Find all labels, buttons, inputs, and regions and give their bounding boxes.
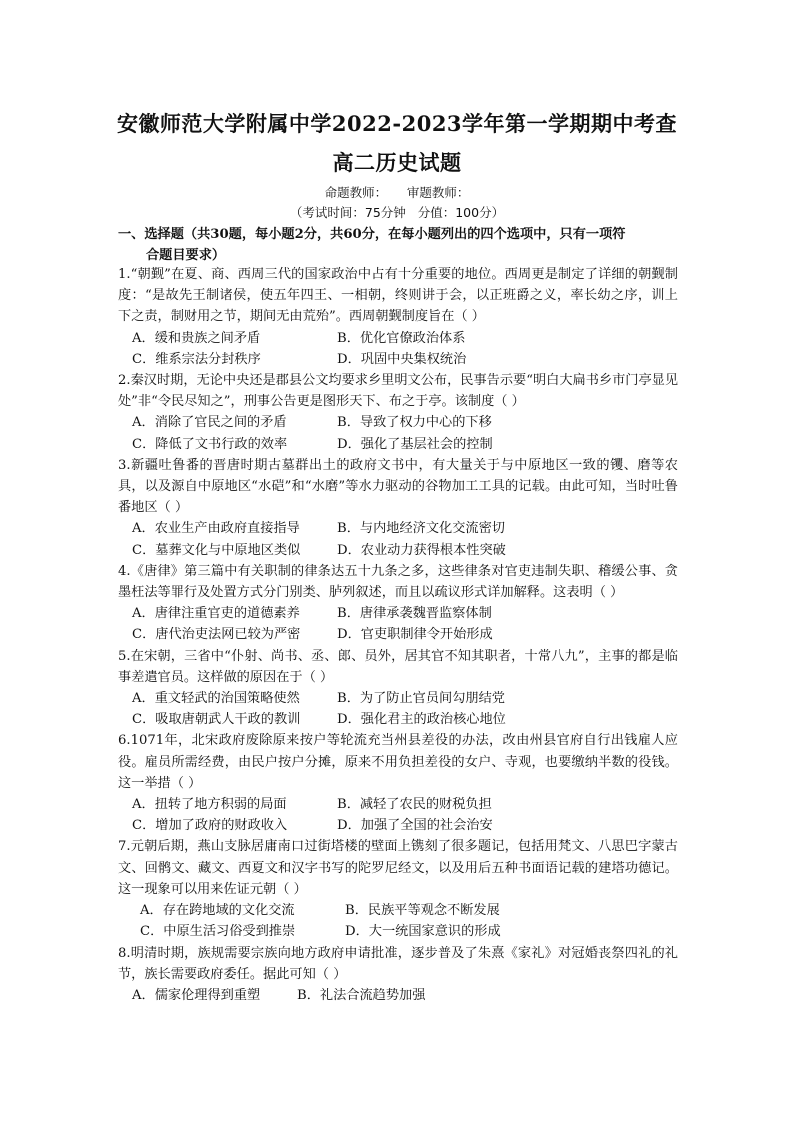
option-d: D．官吏职制律令开始形成 [337, 627, 493, 643]
option-b: B．礼法合流趋势加强 [297, 987, 426, 1003]
option-c: C．增加了政府的财政收入 [132, 818, 288, 834]
option-c: C．中原生活习俗受到推崇 [140, 924, 296, 940]
option-c: C．吸取唐朝武人干政的教训 [132, 712, 301, 728]
teacher-info: 命题教师： 审题教师： [324, 185, 470, 200]
option-b: B．唐律承袭魏晋监察体制 [337, 606, 492, 622]
section-heading-line2: 合题目要求） [146, 248, 226, 263]
option-d: D．强化君主的政治核心地位 [337, 712, 506, 728]
question-list [118, 264, 678, 1006]
question-stem: 3.新疆吐鲁番的晋唐时期古墓群出土的政府文书中，有大量关于与中原地区一致的䦆、磨等农具，以及源自中原地区“水硙”和“水磨”等水力驱动的谷物加工工具的记载。由此可知，当时吐鲁番地区（ ） [118, 457, 678, 516]
option-c: C．唐代治吏法网已较为严密 [132, 627, 301, 643]
option-a: A．儒家伦理得到重塑 [132, 987, 261, 1003]
question-stem: 7.元朝后期，燕山支脉居庸南口过街塔楼的壁面上镌刻了很多题记，包括用梵文、八思巴字蒙古文、回鹘文、藏文、西夏文和汉字书写的陀罗尼经文，以及用后五种书面语记载的建塔功德记。这一现象可以用来佐证元朝（ ） [118, 839, 678, 897]
option-row [118, 603, 678, 624]
option-row [118, 434, 678, 455]
exam-info: （考试时间：75分钟 分值：100分） [289, 205, 505, 220]
option-d: D．农业动力获得根本性突破 [337, 542, 506, 558]
option-a: A．消除了官民之间的矛盾 [132, 415, 287, 431]
question-item [118, 730, 678, 836]
option-d: D．强化了基层社会的控制 [337, 436, 493, 452]
option-row [118, 518, 678, 539]
option-c: C．维系宗法分封秩序 [132, 351, 261, 367]
option-b: B．导致了权力中心的下移 [337, 415, 492, 431]
option-row [118, 349, 678, 370]
question-item [118, 561, 678, 646]
option-row [118, 688, 678, 709]
question-stem: 1.“朝觐”在夏、商、西周三代的国家政治中占有十分重要的地位。西周更是制定了详细的朝觐制度：“是故先王制诸侯，使五年四王、一相朝，终则讲于会，以正班爵之义，率长幼之序，训上下之责，制财用之节，期间无由荒殆”。西周朝觐制度旨在（ ） [118, 267, 678, 325]
option-c: C．墓葬文化与中原地区类似 [132, 542, 301, 558]
option-row [118, 815, 678, 836]
section-heading [118, 224, 678, 266]
question-stem: 6.1071年，北宋政府废除原来按户等轮流充当州县差役的办法，改由州县官府自行出钱雇人应役。雇员所需经费，由民户按户分摊，原来不用负担差役的女户、寺观，也要缴纳半数的役钱。这一举措（ ） [118, 733, 678, 791]
question-item [118, 264, 678, 370]
question-item [118, 646, 678, 731]
option-b: B．为了防止官员间勾朋结党 [337, 691, 505, 707]
option-a: A．唐律注重官吏的道德素养 [132, 606, 300, 622]
question-item [118, 836, 678, 942]
option-b: B．与内地经济文化交流密切 [337, 521, 505, 537]
option-d: D．加强了全国的社会治安 [337, 818, 493, 834]
option-b: B．减轻了农民的财税负担 [337, 797, 492, 813]
option-a: A．扭转了地方积弱的局面 [132, 797, 287, 813]
question-item [118, 370, 678, 455]
option-row [118, 985, 678, 1006]
option-row [118, 900, 678, 921]
question-stem: 8.明清时期，族规需要宗族向地方政府申请批准，逐步普及了朱熹《家礼》对冠婚丧祭四礼的礼节，族长需要政府委任。据此可知（ ） [118, 945, 678, 982]
option-d: D．巩固中央集权统治 [337, 351, 467, 367]
option-a: A．缓和贵族之间矛盾 [132, 330, 261, 346]
question-stem: 2.秦汉时期，无论中央还是郡县公文均要求乡里明文公布，民事告示要“明白大扁书乡市门亭显见处”非“令民尽知之”，刑事公告更是图形天下、布之于亭。该制度（ ） [118, 373, 679, 410]
option-a: A．存在跨地域的文化交流 [140, 903, 295, 919]
option-row [118, 412, 678, 433]
option-a: A．农业生产由政府直接指导 [132, 521, 300, 537]
option-row [118, 540, 678, 561]
option-row [118, 624, 678, 645]
option-d: D．大一统国家意识的形成 [345, 924, 501, 940]
option-b: B．优化官僚政治体系 [337, 330, 466, 346]
option-b: B．民族平等观念不断发展 [345, 903, 500, 919]
question-item [118, 455, 678, 561]
option-a: A．重文轻武的治国策略使然 [132, 691, 300, 707]
option-row [118, 794, 678, 815]
question-stem: 4.《唐律》第三篇中有关职制的律条达五十九条之多，这些律条对官吏违制失职、稽缓公事、贪墨枉法等罪行及处置方式分门别类、胪列叙述，而且以疏议形式详加解释。这表明（ ） [118, 563, 678, 601]
option-c: C．降低了文书行政的效率 [132, 436, 288, 452]
question-item [118, 943, 678, 1007]
exam-title: 安徽师范大学附属中学2022-2023学年第一学期期中考查 [116, 111, 678, 136]
question-stem: 5.在宋朝，三省中“仆射、尚书、丞、郎、员外，居其官不知其职者，十常八九”，主事的都是临事差遣官员。这样做的原因在于（ ） [118, 648, 678, 685]
section-heading-line1: 一、选择题（共30题，每小题2分，共60分，在每小题列出的四个选项中，只有一项符 [118, 227, 626, 242]
option-row [118, 709, 678, 730]
exam-subtitle: 高二历史试题 [332, 150, 462, 175]
option-row [118, 921, 678, 942]
option-row [118, 328, 678, 349]
